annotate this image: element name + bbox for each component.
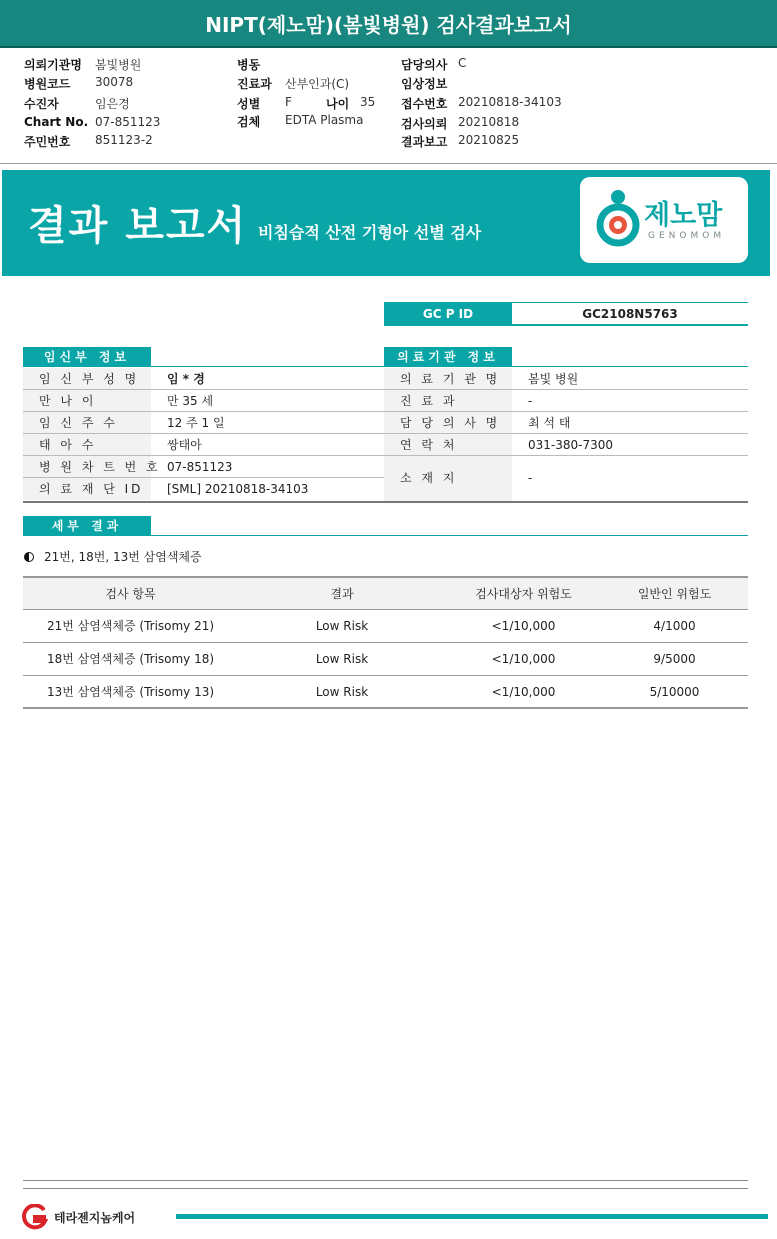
header-label: 의뢰기관명 <box>24 58 82 72</box>
gcp-id-label: GC P ID <box>384 303 512 325</box>
info-label: 병 원 차 트 번 호 <box>23 456 151 477</box>
header-value: EDTA Plasma <box>285 113 364 127</box>
column-header: 일반인 위험도 <box>637 587 712 601</box>
info-value: 12 주 1 일 <box>167 416 225 430</box>
test-result: Low Risk <box>315 652 369 666</box>
header-field <box>401 56 447 73</box>
section-heading-institution: 의료기관 정보 <box>384 347 512 367</box>
header-field <box>24 115 88 129</box>
header-field <box>401 95 447 112</box>
header-value: 851123-2 <box>95 133 153 147</box>
banner-subtitle: 비침습적 산전 기형아 선별 검사 <box>258 223 482 242</box>
header-field <box>24 56 82 73</box>
subject-risk: <1/10,000 <box>491 619 556 633</box>
info-value: 최 석 태 <box>528 416 571 430</box>
detail-summary <box>24 548 202 565</box>
header-label: 병동 <box>237 58 261 72</box>
header-value: 20210818 <box>458 115 520 129</box>
test-result: Low Risk <box>315 685 369 699</box>
column-header: 검사대상자 위험도 <box>475 587 572 601</box>
header-field <box>237 95 260 112</box>
subject-risk: <1/10,000 <box>491 685 556 699</box>
genomom-logo <box>580 177 748 263</box>
gcp-id-value: GC2108N5763 <box>582 307 678 321</box>
info-label: 만 나 이 <box>23 390 151 411</box>
banner-title: 결과 보고서 <box>28 203 248 249</box>
header-value: 임은경 <box>95 97 130 111</box>
header-field <box>401 75 447 92</box>
header-field <box>237 75 272 92</box>
header-field <box>237 113 260 130</box>
test-item: 21번 삼염색체증 (Trisomy 21) <box>46 619 215 633</box>
column-header: 검사 항목 <box>105 587 156 601</box>
info-row <box>23 412 384 434</box>
pregnant-info-table <box>23 368 384 503</box>
info-row <box>384 368 748 390</box>
general-risk: 5/10000 <box>649 685 700 699</box>
footer-accent-bar <box>176 1214 768 1219</box>
header-value: 07-851123 <box>95 115 161 129</box>
header-field <box>237 56 260 73</box>
header-value: 35 <box>360 95 376 109</box>
logo-text: 제노맘 <box>644 200 723 231</box>
half-circle-icon <box>24 552 34 562</box>
gcp-id-box <box>384 302 748 326</box>
info-row <box>23 434 384 456</box>
header-label: Chart No. <box>24 115 89 129</box>
info-row <box>384 434 748 456</box>
section-divider <box>151 535 748 536</box>
info-label: 연 락 처 <box>384 434 512 455</box>
subject-risk: <1/10,000 <box>491 652 556 666</box>
footer-divider <box>23 1188 748 1189</box>
header-value: 20210825 <box>458 133 520 147</box>
info-value: 봄빛 병원 <box>528 372 579 386</box>
report-title: NIPT(제노맘)(봄빛병원) 검사결과보고서 <box>0 0 777 48</box>
info-value: - <box>528 471 533 485</box>
header-label: 검체 <box>237 115 261 129</box>
header-label: 병원코드 <box>24 77 71 91</box>
section-divider <box>151 366 384 367</box>
header-label: 수진자 <box>24 97 59 111</box>
patient-header <box>0 48 777 164</box>
info-label: 진 료 과 <box>384 390 512 411</box>
header-label: 검사의뢰 <box>401 117 448 131</box>
table-header <box>23 576 748 610</box>
header-field <box>24 133 70 150</box>
info-row <box>384 412 748 434</box>
info-label: 소 재 지 <box>384 456 512 501</box>
info-value: 07-851123 <box>167 460 233 474</box>
genomom-mark-icon <box>594 187 642 251</box>
terragen-logo <box>18 1204 178 1230</box>
info-label: 의 료 기 관 명 <box>384 368 512 389</box>
header-value: 30078 <box>95 75 134 89</box>
info-value: 031-380-7300 <box>528 438 614 452</box>
info-label: 임 신 부 성 명 <box>23 368 151 389</box>
info-row <box>23 390 384 412</box>
terragen-g-icon <box>18 1204 50 1230</box>
info-value: 쌍태아 <box>167 438 202 452</box>
header-value: 20210818-34103 <box>458 95 562 109</box>
info-row <box>23 456 384 478</box>
detail-summary-text: 21번, 18번, 13번 삼염색체증 <box>44 550 202 564</box>
info-row <box>384 456 748 501</box>
result-banner <box>2 170 770 276</box>
footer-company: 테라젠지놈케어 <box>54 1211 136 1225</box>
info-label: 태 아 수 <box>23 434 151 455</box>
section-heading-detail: 세부 결과 <box>23 516 151 536</box>
logo-subtext: GENOMOM <box>648 231 726 241</box>
info-label: 담 당 의 사 명 <box>384 412 512 433</box>
header-label: 진료과 <box>237 77 272 91</box>
info-value: - <box>528 394 533 408</box>
header-field <box>24 75 70 92</box>
column-header: 결과 <box>330 587 354 601</box>
header-field <box>24 95 59 112</box>
table-row <box>23 610 748 643</box>
header-value: 봄빛병원 <box>95 58 142 72</box>
info-row <box>23 368 384 390</box>
test-item: 13번 삼염색체증 (Trisomy 13) <box>46 685 215 699</box>
header-label: 접수번호 <box>401 97 448 111</box>
info-value: [SML] 20210818-34103 <box>167 482 309 496</box>
header-value: F <box>285 95 292 109</box>
section-divider <box>512 366 748 367</box>
info-label: 임 신 주 수 <box>23 412 151 433</box>
header-value: 산부인과(C) <box>285 77 350 91</box>
general-risk: 9/5000 <box>653 652 696 666</box>
general-risk: 4/1000 <box>653 619 696 633</box>
info-label: 의 료 재 단 ID <box>23 478 151 500</box>
table-row <box>23 676 748 709</box>
institution-info-table <box>384 368 748 503</box>
info-row <box>23 478 384 500</box>
header-field <box>401 115 447 132</box>
info-row <box>384 390 748 412</box>
footer-divider <box>23 1180 748 1181</box>
header-label: 임상정보 <box>401 77 448 91</box>
test-result: Low Risk <box>315 619 369 633</box>
header-label: 주민번호 <box>24 135 71 149</box>
section-heading-pregnant: 임신부 정보 <box>23 347 151 367</box>
header-value: C <box>458 56 467 70</box>
header-field <box>401 133 447 150</box>
header-label: 결과보고 <box>401 135 448 149</box>
table-row <box>23 643 748 676</box>
header-label: 성별 <box>237 97 261 111</box>
header-field <box>326 95 349 112</box>
header-label: 나이 <box>326 97 350 111</box>
info-value: 임 * 경 <box>167 372 205 386</box>
test-item: 18번 삼염색체증 (Trisomy 18) <box>46 652 215 666</box>
info-value: 만 35 세 <box>167 394 214 408</box>
header-label: 담당의사 <box>401 58 448 72</box>
